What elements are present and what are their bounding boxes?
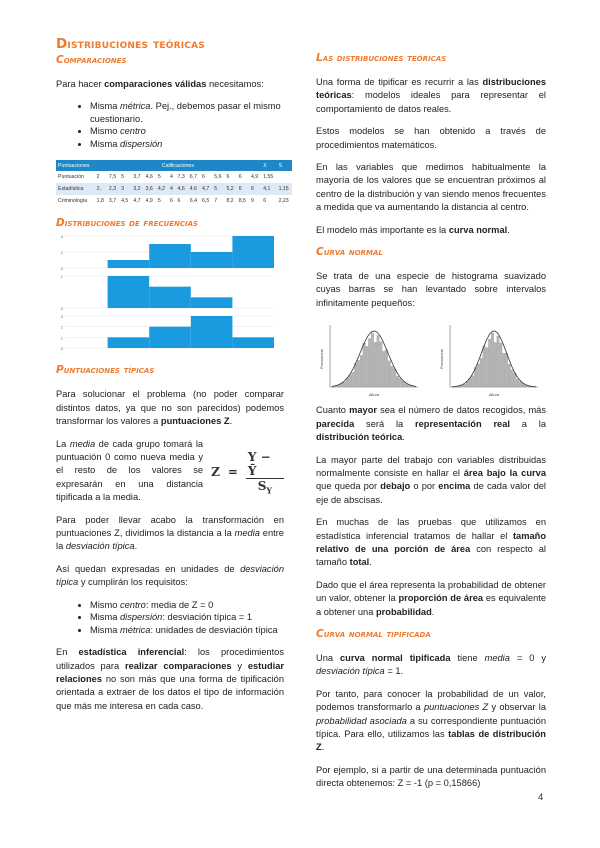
- table-cell: 6: [170, 198, 173, 205]
- histogram-bar: [232, 236, 274, 268]
- histogram-bar: [494, 343, 497, 388]
- table-cell: 5: [212, 183, 224, 195]
- table-cell: Estadística: [56, 183, 95, 195]
- histogram-bar: [388, 361, 391, 387]
- histogram-bar: [477, 364, 480, 387]
- list-requisitos: [56, 100, 284, 150]
- histogram-bar: [491, 333, 494, 387]
- table-header: Puntuaciones: [56, 160, 95, 171]
- table-row: [56, 195, 292, 207]
- table-cell: 4,6: [176, 183, 188, 195]
- tick-label: 0: [60, 306, 63, 312]
- table-cell: 4,5: [121, 198, 129, 205]
- table-cell: 5,6: [214, 174, 222, 181]
- right-column: [316, 52, 546, 800]
- table-cell: 7,3: [177, 174, 185, 181]
- histogram-bar: [368, 339, 371, 387]
- table-cell: 3,2: [131, 183, 143, 195]
- histogram-bar: [497, 336, 500, 387]
- tick-label: 0: [60, 346, 63, 352]
- table-cell: 8,5: [238, 198, 246, 205]
- histogram-bar: [354, 363, 357, 387]
- list-item: • Misma dispersión: [90, 138, 284, 151]
- histogram-bar: [149, 327, 191, 348]
- histogram-bar: [508, 365, 511, 388]
- para-transformacion: Para poder llevar acabo la transformación en puntuaciones Z, dividimos la distancia a la media entre la desviación típica.: [56, 514, 284, 552]
- histogram-bar: [472, 376, 475, 387]
- formula-z: Z: [211, 465, 220, 480]
- table-cell: 4,7: [133, 198, 141, 205]
- para-variables: En las variables que medimos habitualmente la mayoría de los valores que se encuentran próximos al centro de la distribución y van siendo menos frecuentes a medida que va aumentando la distancia al centro.: [316, 162, 546, 213]
- para-inferencial-area: En muchas de las pruebas que utilizamos en estadística inferencial tratamos de hallar el tamaño relativo de una porción de área con respecto al tamaño total.: [316, 517, 546, 568]
- histogram-bar: [149, 287, 191, 308]
- table-cell: 6: [263, 198, 267, 205]
- table-cell: 4,7: [200, 183, 212, 195]
- histogram-bar: [488, 339, 491, 387]
- list-item: • Mismo centro: [90, 125, 284, 138]
- histogram-bar: [149, 244, 191, 268]
- para-area: La mayor parte del trabajo con variables distribuidas normalmente consiste en hallar el área bajo la curva que queda por debajo o por encima de cada valor del eje de abscisas.: [316, 454, 547, 505]
- tick-label: 2: [60, 250, 63, 256]
- table-cell: 3: [119, 183, 131, 195]
- formula-block: [56, 438, 284, 514]
- table-cell: 2,: [95, 183, 107, 195]
- histogram-bar: [352, 373, 355, 388]
- table-header: Calificaciones: [95, 160, 262, 171]
- histogram-bar: [502, 354, 505, 388]
- histogram-bar: [349, 375, 352, 387]
- list-item: • Misma métrica. Pej., debemos pasar el mismo cuestionario.: [90, 100, 284, 125]
- histogram-bar: [363, 344, 366, 388]
- histogram-bar: [516, 380, 519, 388]
- table-cell: 6: [238, 174, 242, 181]
- formula-eq: =: [227, 465, 238, 480]
- list-cumplen: [56, 599, 284, 637]
- histogram-bar: [360, 356, 363, 388]
- histogram-bar: [377, 336, 380, 388]
- scores-table: [56, 160, 292, 207]
- tick-label: 1: [60, 274, 63, 280]
- table-cell: 3,7: [133, 174, 141, 181]
- x-axis-label: Altura: [488, 392, 500, 398]
- tick-label: 0: [60, 266, 63, 272]
- table-cell: 4,6: [145, 174, 153, 181]
- histogram-bar: [382, 352, 385, 388]
- formula-numerator: Y − Ȳ: [246, 450, 284, 479]
- y-axis-label: Frecuencia: [439, 349, 444, 370]
- table-cell: 3,6: [144, 183, 156, 195]
- heading-comparaciones: Comparaciones: [56, 54, 127, 66]
- histogram-bar: [385, 350, 388, 387]
- table-cell: Criminología: [58, 198, 88, 205]
- tick-label: 1: [60, 335, 63, 341]
- tick-label: 4: [60, 234, 63, 240]
- table-cell: 4: [168, 183, 176, 195]
- table-cell: 7,5: [108, 174, 117, 181]
- table-cell: 4,9: [145, 198, 153, 205]
- table-cell: 6,7: [189, 174, 197, 181]
- tick-label: 3: [60, 314, 63, 320]
- z-formula: [211, 450, 284, 495]
- para-probabilidad: Dado que el área representa la probabilidad de obtener un valor, obtener la proporción de área es equivalente a obtener una probabilidad.: [316, 579, 546, 617]
- y-axis-label: Frecuencia: [319, 349, 324, 370]
- table-cell: 1,8: [96, 198, 104, 205]
- table-cell: 4,2: [156, 183, 168, 195]
- heading-frecuencias: Distribuciones de frecuencias: [56, 217, 199, 230]
- table-header: X: [261, 160, 276, 171]
- histogram-bar: [483, 346, 486, 387]
- table-cell: 6: [249, 183, 261, 195]
- para-inferencial: En estadística inferencial: los procedimientos utilizados para realizar comparaciones y estudiar relaciones no son más que una forma de tipificación orientada a extraer de los datos el tipo de información que más me interesa en cada caso.: [56, 647, 284, 711]
- table-cell: 2,23: [278, 198, 289, 205]
- list-item: • Misma dispersión: desviación típica = 1: [90, 611, 284, 624]
- table-cell: 5: [157, 198, 161, 205]
- histogram-bar: [371, 333, 374, 387]
- heading-curva-normal: Curva normal: [316, 246, 383, 259]
- histogram-bar: [519, 382, 522, 388]
- histogram-bar: [480, 359, 483, 388]
- histogram-bar: [108, 276, 150, 308]
- table-cell: 6,4: [189, 198, 197, 205]
- x-axis-label: Altura: [368, 392, 380, 398]
- histogram-bar: [191, 252, 233, 268]
- heading-curva-tipificada: Curva normal tipificada: [316, 627, 431, 640]
- histogram-bar: [463, 384, 466, 387]
- formula-denominator: $S_Y$: [257, 478, 273, 496]
- para-tipificar: Una forma de tipificar es recurrir a las distribuciones teóricas: modelos ideales para representar el comportamiento de datos reales.: [316, 77, 546, 114]
- histogram-bar: [108, 260, 150, 268]
- frequency-histograms: [56, 233, 292, 353]
- page-number: 4: [538, 792, 544, 803]
- histogram-bar: [191, 298, 233, 309]
- table-cell: 4,1: [261, 183, 276, 195]
- histogram-bar: [486, 348, 489, 387]
- tick-label: 2: [60, 325, 63, 331]
- para-conocer: Por tanto, para conocer la probabilidad de un valor, podemos transformarlo a puntuaciones Z y observar la probabilidad asociada a su correspondiente puntuación típica. Para ello, utilizamos las tablas de distribución Z.: [316, 688, 546, 753]
- para-ejemplo: Por ejemplo, si a partir de una determinada puntuación directa obtenemos: Z = -1 (p = 0,15866): [316, 764, 546, 789]
- table-cell: 9: [250, 198, 254, 205]
- left-column: [56, 36, 289, 722]
- table-cell: 6: [177, 198, 181, 205]
- table-cell: 4: [170, 174, 173, 181]
- histogram-bar: [357, 361, 360, 388]
- table-cell: 5: [121, 174, 124, 181]
- histogram-bar: [191, 316, 233, 348]
- histogram-bar: [402, 381, 405, 387]
- heading-tipicas: Puntuaciones típicas: [56, 364, 155, 377]
- table-cell: 1,15: [277, 183, 292, 195]
- para-tipicas: Para solucionar el problema (no poder comparar distintos datos, ya que no son parecidos) podemos transformar los valores a puntuaciones Z.: [56, 389, 284, 427]
- table-cell: 6: [237, 183, 249, 195]
- histogram-bar: [380, 342, 383, 387]
- histogram-bar: [366, 347, 369, 388]
- table-cell: 1,55: [263, 174, 274, 181]
- table-cell: Puntuación: [58, 174, 84, 181]
- table-cell: 4,6: [188, 183, 200, 195]
- table-cell: 8,2: [226, 198, 234, 205]
- page-title: Distribuciones teóricas: [56, 36, 205, 52]
- table-row: [56, 183, 292, 195]
- table-cell: 2: [96, 174, 100, 181]
- table-cell: 6: [226, 174, 230, 181]
- table-cell: 2,3: [107, 183, 119, 195]
- normal-histogram-figure: [316, 319, 546, 399]
- table-cell: 7: [214, 198, 218, 205]
- para-comparaciones: Para hacer comparaciones válidas necesitamos:: [56, 79, 264, 89]
- para-media: La media de cada grupo tomará la puntuación 0 como nueva media y el resto de los valores se expresarán en una distancia tipificada a la media.: [56, 438, 204, 503]
- histogram-bar: [374, 343, 377, 388]
- histogram-bar: [399, 379, 402, 387]
- para-modelo-importante: El modelo más importante es la curva normal.: [316, 224, 510, 235]
- table-cell: 3,7: [108, 198, 117, 205]
- table-cell: 6,5: [202, 198, 210, 205]
- table-cell: 5: [157, 174, 161, 181]
- histogram-bar: [391, 367, 394, 388]
- table-row: [56, 171, 292, 183]
- para-mayor: Cuanto mayor sea el número de datos recogidos, más parecida será la representación real a la distribución teórica.: [316, 405, 547, 443]
- histogram-bar: [505, 353, 508, 387]
- table-cell: 5,2: [224, 183, 236, 195]
- para-histograma: Se trata de una especie de histograma suavizado cuyas barras se han levantado sobre intervalos infinitamente pequeños:: [316, 271, 546, 308]
- list-item: • Misma métrica: unidades de desviación típica: [90, 624, 284, 637]
- histogram-bar: [396, 377, 399, 388]
- para-tipificada: Una curva normal tipificada tiene media = 0 y desviación típica = 1.: [316, 652, 547, 677]
- histogram-bar: [514, 373, 517, 387]
- histogram-bar: [343, 382, 346, 387]
- histogram-bar: [232, 338, 274, 349]
- table-cell: 4,9: [250, 174, 259, 181]
- histogram-bar: [405, 384, 408, 387]
- table-cell: 6: [202, 174, 205, 181]
- para-expresadas: Así quedan expresadas en unidades de desviación típica y cumplirán los requisitos:: [56, 563, 284, 588]
- heading-distribuciones: Las distribuciones teóricas: [316, 52, 447, 64]
- histogram-bar: [108, 338, 150, 349]
- histogram-bar: [394, 369, 397, 387]
- list-item: • Mismo centro: media de Z = 0: [90, 599, 284, 612]
- table-header: S: [277, 160, 292, 171]
- para-modelos: Estos modelos se han obtenido a través de procedimientos matemáticos.: [316, 126, 546, 150]
- histogram-bar: [500, 343, 503, 387]
- histogram-bar: [511, 370, 514, 387]
